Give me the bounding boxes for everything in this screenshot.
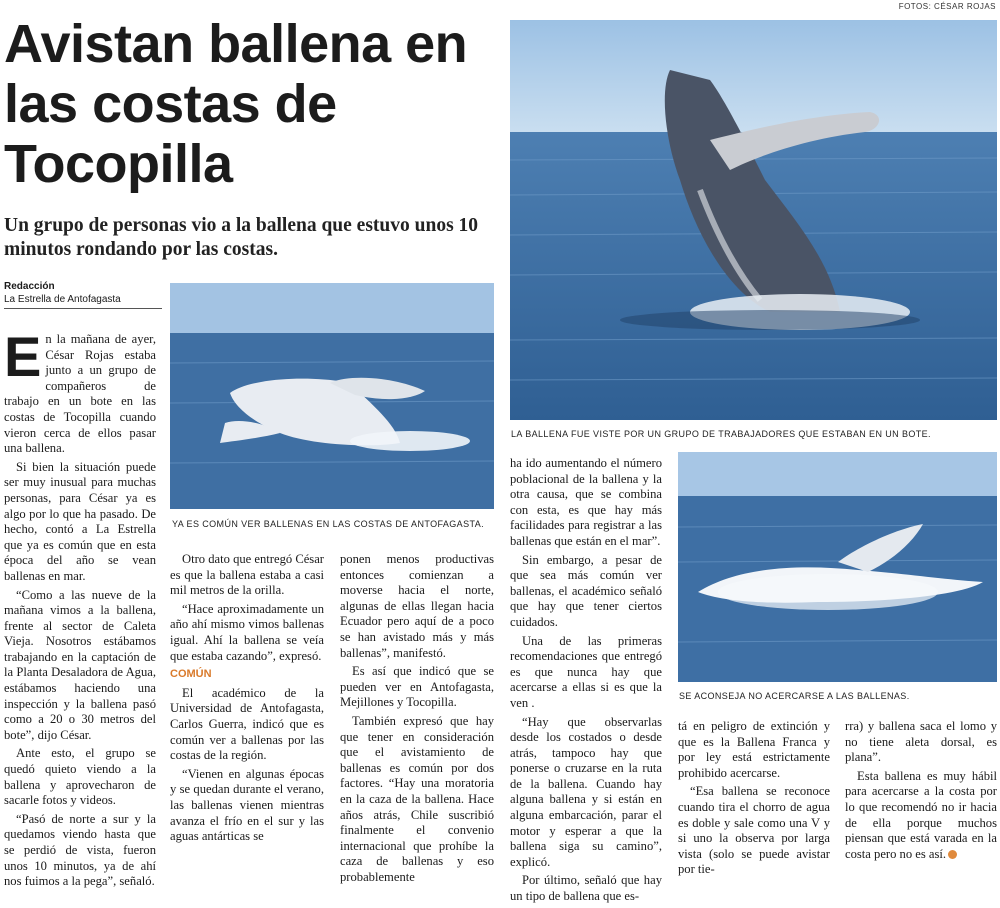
- photo-left: [170, 283, 494, 509]
- paragraph: Ante esto, el grupo se quedó quieto viendo a la ballena y aprovecharon de sacarle fotos y videos.: [4, 746, 156, 808]
- paragraph: n la mañana de ayer, César Rojas estaba junto a un grupo de compañeros de trabajo en un bote en las costas de Tocopilla cuando vieron cerca de ellos pasar una ballena.: [4, 332, 156, 456]
- photo-right: [678, 452, 997, 682]
- paragraph: Otro dato que entregó César es que la ballena estaba a casi mil metros de la orilla.: [170, 552, 324, 598]
- paragraph-text: Esta ballena es muy hábil para acercarse a la costa por lo que recomendó no ir hacia de ella porque muchos piensan que está varada en la costa pero no es así.: [845, 768, 997, 861]
- byline: [4, 280, 164, 306]
- drop-cap: E: [4, 325, 42, 388]
- paragraph: rra) y ballena saca el lomo y no tiene aleta dorsal, es plana”.: [845, 719, 997, 765]
- paragraph: Una de las primeras recomendaciones que entregó es que nunca hay que acercarse a ellas si es que la ven .: [510, 633, 662, 710]
- article-column-3: [340, 552, 494, 888]
- caption-left: YA ES COMÚN VER BALLENAS EN LAS COSTAS DE ANTOFAGASTA.: [172, 519, 485, 529]
- byline-author: Redacción: [4, 281, 55, 292]
- byline-rule: [4, 308, 162, 309]
- paragraph: También expresó que hay que tener en consideración que el avistamiento de ballenas es común por dos factores. “Hay una moratoria en la caza de la ballena. Hace años atrás, Chile suscribió finalmente el convenio internacional que prohíbe la caza de ballenas y eso probablemente: [340, 713, 494, 884]
- paragraph: Sin embargo, a pesar de que sea más común ver ballenas, el académico señaló que hay que tener ciertos cuidados.: [510, 552, 662, 629]
- end-mark-icon: [948, 850, 957, 859]
- subheadline: Un grupo de personas vio a la ballena que estuvo unos 10 minutos rondando por las costas.: [4, 215, 479, 260]
- paragraph: Es así que indicó que se pueden ver en Antofagasta, Mejillones y Tocopilla.: [340, 664, 494, 710]
- article-column-1: [4, 325, 156, 893]
- paragraph: “Hay que observarlas desde los costados o desde atrás, tampoco hay que ponerse o cruzarse en la ruta de la ballena. Cuando hay alguna ballena y si están en alguna embarcación, parar el motor y esperar a que la ballena siga su camino”, explicó.: [510, 714, 662, 869]
- paragraph: ponen menos productivas entonces comienzan a moverse hacia el norte, algunas de ellas llegan hacia Ecuador pero aquí de a poco se han avistado más y más ballenas”, manifestó.: [340, 552, 494, 660]
- paragraph: Por último, señaló que hay un tipo de ballena que es-: [510, 873, 662, 904]
- section-label: COMÚN: [170, 668, 212, 681]
- article-column-2: [170, 552, 324, 848]
- paragraph: Si bien la situación puede ser muy inusual para muchas personas, para César ya es algo por lo que ha pasado. De hecho, contó a La Estrella que ya es común que en esta época del año se vean ballenas en mar.: [4, 459, 156, 583]
- paragraph: ha ido aumentando el número poblacional de la ballena y la otra causa, que se combina con esta, es que hay más facilidades para registrar a las ballenas que están en el mar”.: [510, 456, 662, 548]
- paragraph: “Hace aproximadamente un año ahí mismo vimos ballenas igual. Ahí la ballena se veía que estaba cazando”, expresó.: [170, 601, 324, 663]
- photo-main: [510, 20, 997, 420]
- article-column-4: [510, 456, 662, 908]
- paragraph: “Como a las nueve de la mañana vimos a la ballena, frente al sector de Caleta Vieja. Nosotros estábamos trabajando en la captación de la Planta Desaladora de Agua, estábamos haciendo una inspección y la ballena pasó como a 20 o 30 metros del bote”, dijo César.: [4, 587, 156, 742]
- article-column-6: [845, 719, 997, 865]
- headline: Avistan ballena en las costas de Tocopilla: [4, 14, 468, 194]
- paragraph: “Esa ballena se reconoce cuando tira el chorro de agua es doble y sale como una V y si uno la observa por larga vista (solo se puede avistar por tie-: [678, 784, 830, 877]
- paragraph: “Pasó de norte a sur y la quedamos viendo hasta que se perdió de vista, fueron unos 10 minutos, ya de ahí nos fuimos a la pega”, señaló.: [4, 811, 156, 889]
- caption-main: LA BALLENA FUE VISTE POR UN GRUPO DE TRABAJADORES QUE ESTABAN EN UN BOTE.: [511, 429, 931, 439]
- caption-right: SE ACONSEJA NO ACERCARSE A LAS BALLENAS.: [679, 691, 910, 701]
- paragraph: El académico de la Universidad de Antofagasta, Carlos Guerra, indicó que es común ver a ballenas por las costas de la región.: [170, 685, 324, 763]
- paragraph: [845, 769, 997, 863]
- byline-outlet: La Estrella de Antofagasta: [4, 294, 121, 305]
- photo-credit: FOTOS: CÉSAR ROJAS: [898, 2, 996, 11]
- paragraph: “Vienen en algunas épocas y se quedan durante el verano, las ballenas vienen mientras avanza el frío en el sur y las aguas antárticas se: [170, 766, 324, 844]
- paragraph: tá en peligro de extinción y que es la Ballena Franca y por ley está estrictamente prohibido acercarse.: [678, 719, 830, 780]
- article-column-5: [678, 719, 830, 881]
